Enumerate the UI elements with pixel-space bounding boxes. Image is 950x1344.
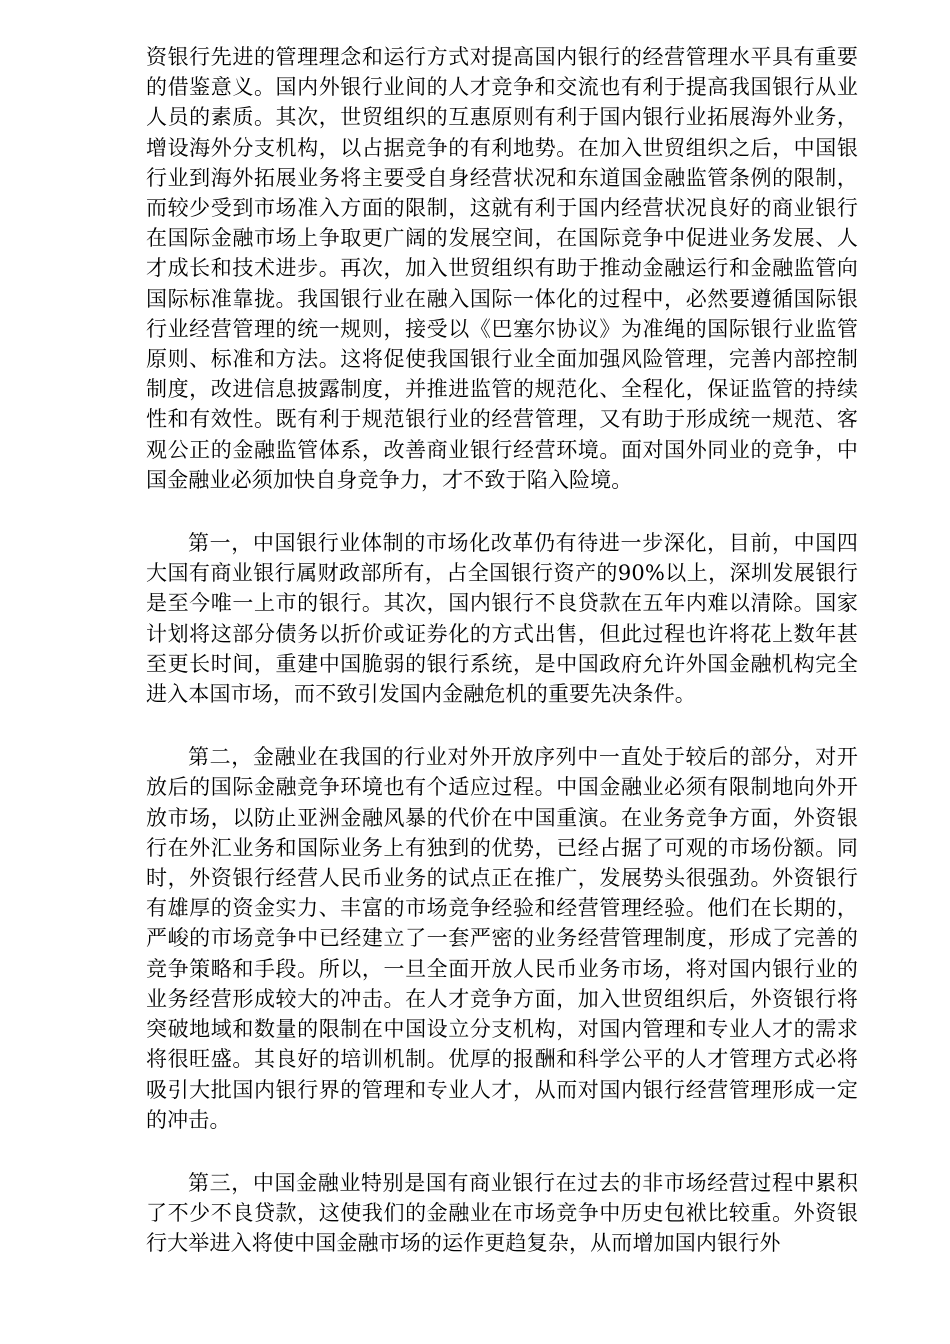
paragraph-gap bbox=[146, 1135, 858, 1168]
paragraph-continuation: 资银行先进的管理理念和运行方式对提高国内银行的经营管理水平具有重要的借鉴意义。国内外银行业间的人才竞争和交流也有利于提高我国银行从业人员的素质。其次，世贸组织的互惠原则有利于国内银行业拓展海外业务，增设海外分支机构，以占据竞争的有利地势。在加入世贸组织之后，中国银行业到海外拓展业务将主要受自身经营状况和东道国金融监管条例的限制，而较少受到市场准入方面的限制，这就有利于国内经营状况良好的商业银行在国际金融市场上争取更广阔的发展空间，在国际竞争中促进业务发展、人才成长和技术进步。再次，加入世贸组织有助于推动金融运行和金融监管向国际标准靠拢。我国银行业在融入国际一体化的过程中，必然要遵循国际银行业经营管理的统一规则，接受以《巴塞尔协议》为准绳的国际银行业监管原则、标准和方法。这将促使我国银行业全面加强风险管理，完善内部控制制度，改进信息披露制度，并推进监管的规范化、全程化，保证监管的持续性和有效性。既有利于规范银行业的经营管理，又有助于形成统一规范、客观公正的金融监管体系，改善商业银行经营环境。面对国外同业的竞争，中国金融业必须加快自身竞争力，才不致于陷入险境。 bbox=[146, 45, 858, 492]
paragraph-second-point: 第二，金融业在我国的行业对外开放序列中一直处于较后的部分，对开放后的国际金融竞争环境也有个适应过程。中国金融业必须有限制地向外开放市场，以防止亚洲金融风暴的代价在中国重演。在业务竞争方面，外资银行在外汇业务和国际业务上有独到的优势，已经占据了可观的市场份额。同时，外资银行经营人民币业务的试点正在推广，发展势头很强劲。外资银行有雄厚的资金实力、丰富的市场竞争经验和经营管理经验。他们在长期的，严峻的市场竞争中已经建立了一套严密的业务经营管理制度，形成了完善的竞争策略和手段。所以，一旦全面开放人民币业务市场，将对国内银行业的业务经营形成较大的冲击。在人才竞争方面，加入世贸组织后，外资银行将突破地域和数量的限制在中国设立分支机构，对国内管理和专业人才的需求将很旺盛。其良好的培训机制。优厚的报酬和科学公平的人才管理方式必将吸引大批国内银行界的管理和专业人才，从而对国内银行经营管理形成一定的冲击。 bbox=[146, 745, 858, 1132]
paragraph-third-point: 第三，中国金融业特别是国有商业银行在过去的非市场经营过程中累积了不少不良贷款，这使我们的金融业在市场竞争中历史包袱比较重。外资银行大举进入将使中国金融市场的运作更趋复杂，从而增加国内银行外 bbox=[146, 1170, 858, 1256]
paragraph-first-point: 第一，中国银行业体制的市场化改革仍有待进一步深化，目前，中国四大国有商业银行属财政部所有，占全国银行资产的90%以上，深圳发展银行是至今唯一上市的银行。其次，国内银行不良贷款在五年内难以清除。国家计划将这部分债务以折价或证券化的方式出售，但此过程也许将花上数年甚至更长时间，重建中国脆弱的银行系统，是中国政府允许外国金融机构完全进入本国市场，而不致引发国内金融危机的重要先决条件。 bbox=[146, 531, 858, 707]
paragraph-gap bbox=[146, 709, 858, 742]
document-body bbox=[146, 42, 858, 1259]
paragraph-gap bbox=[146, 495, 858, 528]
